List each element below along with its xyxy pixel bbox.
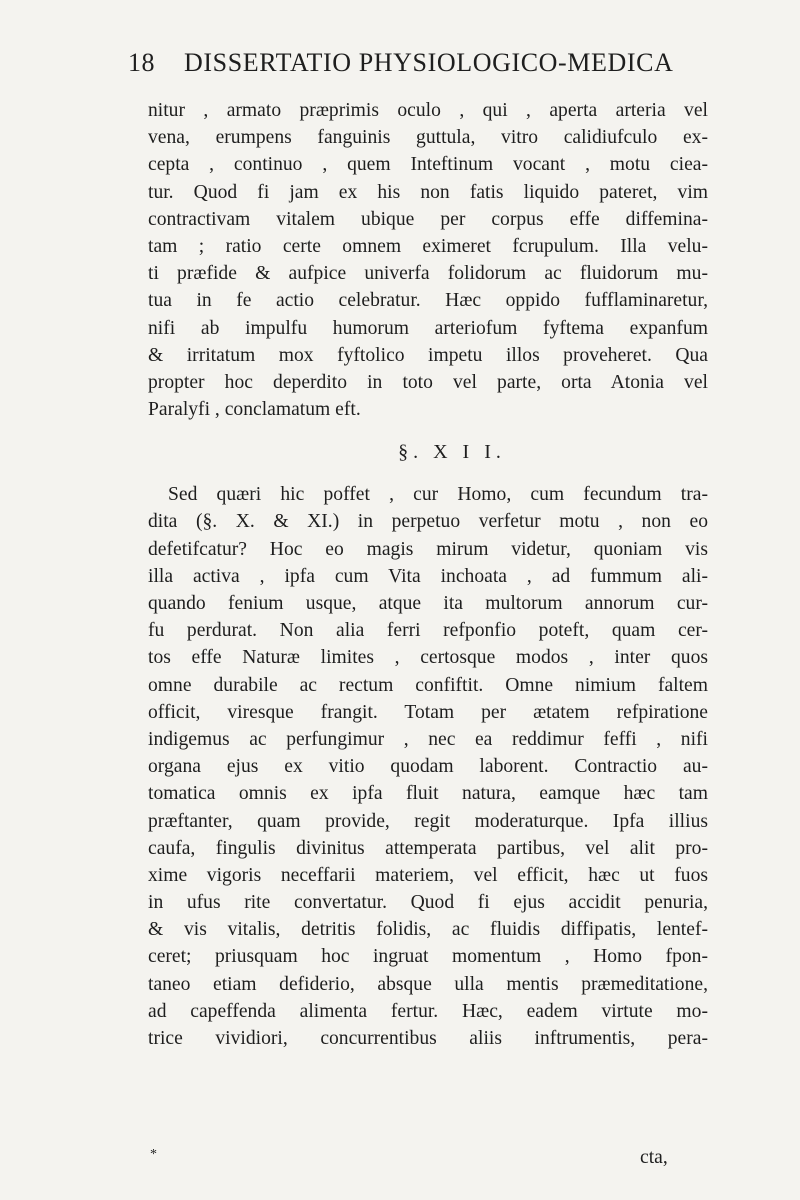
page-number: 18 xyxy=(128,48,155,77)
text-line: illa activa , ipfa cum Vita inchoata , ad fummum ali- xyxy=(148,565,708,587)
text-line: Paralyfi , conclamatum eft. xyxy=(148,399,361,421)
body-text xyxy=(148,97,708,1052)
text-line: indigemus ac perfungimur , nec ea reddimur feffi , nifi xyxy=(148,728,708,750)
text-line: tam ; ratio certe omnem eximeret fcrupulum. Illa velu- xyxy=(148,235,708,257)
text-line: propter hoc deperdito in toto vel parte, orta Atonia vel xyxy=(148,371,708,393)
running-title: DISSERTATIO PHYSIOLOGICO-MEDICA xyxy=(184,48,674,77)
text-line: xime vigoris neceffarii materiem, vel efficit, hæc ut fuos xyxy=(148,864,708,886)
text-line: tua in fe actio celebratur. Hæc oppido fufflaminaretur, xyxy=(148,290,708,312)
text-line: & irritatum mox fyftolico impetu illos proveheret. Qua xyxy=(148,344,708,366)
paragraph-1 xyxy=(148,97,708,423)
text-line: Sed quæri hic poffet , cur Homo, cum fecundum tra- xyxy=(168,484,708,506)
text-line: dita (§. X. & XI.) in perpetuo verfetur motu , non eo xyxy=(148,511,708,533)
text-line: præftanter, quam provide, regit moderaturque. Ipfa illius xyxy=(148,810,708,832)
text-line: trice vividiori, concurrentibus aliis inftrumentis, pera- xyxy=(148,1028,708,1049)
text-line: ad capeffenda alimenta fertur. Hæc, eadem virtute mo- xyxy=(148,1000,708,1022)
text-line: omne durabile ac rectum confiftit. Omne nimium faltem xyxy=(148,674,708,696)
catchword: cta, xyxy=(640,1147,668,1168)
text-line: quando fenium usque, atque ita multorum annorum cur- xyxy=(148,593,708,614)
text-line: ti præfide & aufpice univerfa folidorum ac fluidorum mu- xyxy=(148,263,708,285)
text-line: organa ejus ex vitio quodam laborent. Contractio au- xyxy=(148,756,708,778)
text-line: & vis vitalis, detritis folidis, ac fluidis diffipatis, lentef- xyxy=(148,919,708,941)
text-line: fu perdurat. Non alia ferri refponfio poteft, quam cer- xyxy=(148,620,708,642)
paragraph-2 xyxy=(148,481,708,1052)
text-line: vena, erumpens fanguinis guttula, vitro calidiufculo ex- xyxy=(148,127,708,149)
text-line: nifi ab impulfu humorum arteriofum fyftema expanfum xyxy=(148,317,708,339)
section-heading: §. X I I. xyxy=(398,441,506,464)
text-line: in ufus rite convertatur. Quod fi ejus accidit penuria, xyxy=(148,892,708,914)
text-line: ceret; priusquam hoc ingruat momentum , Homo fpon- xyxy=(148,946,708,968)
text-line: officit, viresque frangit. Totam per ætatem refpiratione xyxy=(148,701,708,723)
text-line: defetifcatur? Hoc eo magis mirum videtur, quoniam vis xyxy=(148,538,708,560)
text-line: contractivam vitalem ubique per corpus effe diffemina- xyxy=(148,208,708,230)
text-line: cepta , continuo , quem Inteftinum vocant , motu ciea- xyxy=(148,154,708,176)
text-line: tomatica omnis ex ipfa fluit natura, eamque hæc tam xyxy=(148,783,708,805)
signature-mark: * xyxy=(150,1147,157,1162)
text-line: caufa, fingulis divinitus attemperata partibus, vel alit pro- xyxy=(148,837,708,859)
text-line: nitur , armato præprimis oculo , qui , aperta arteria vel xyxy=(148,100,708,121)
page-header xyxy=(128,44,698,84)
text-line: tos effe Naturæ limites , certosque modos , inter quos xyxy=(148,647,708,669)
text-line: tur. Quod fi jam ex his non fatis liquido pateret, vim xyxy=(148,181,708,203)
text-line: taneo etiam defiderio, absque ulla mentis præmeditatione, xyxy=(148,973,708,995)
